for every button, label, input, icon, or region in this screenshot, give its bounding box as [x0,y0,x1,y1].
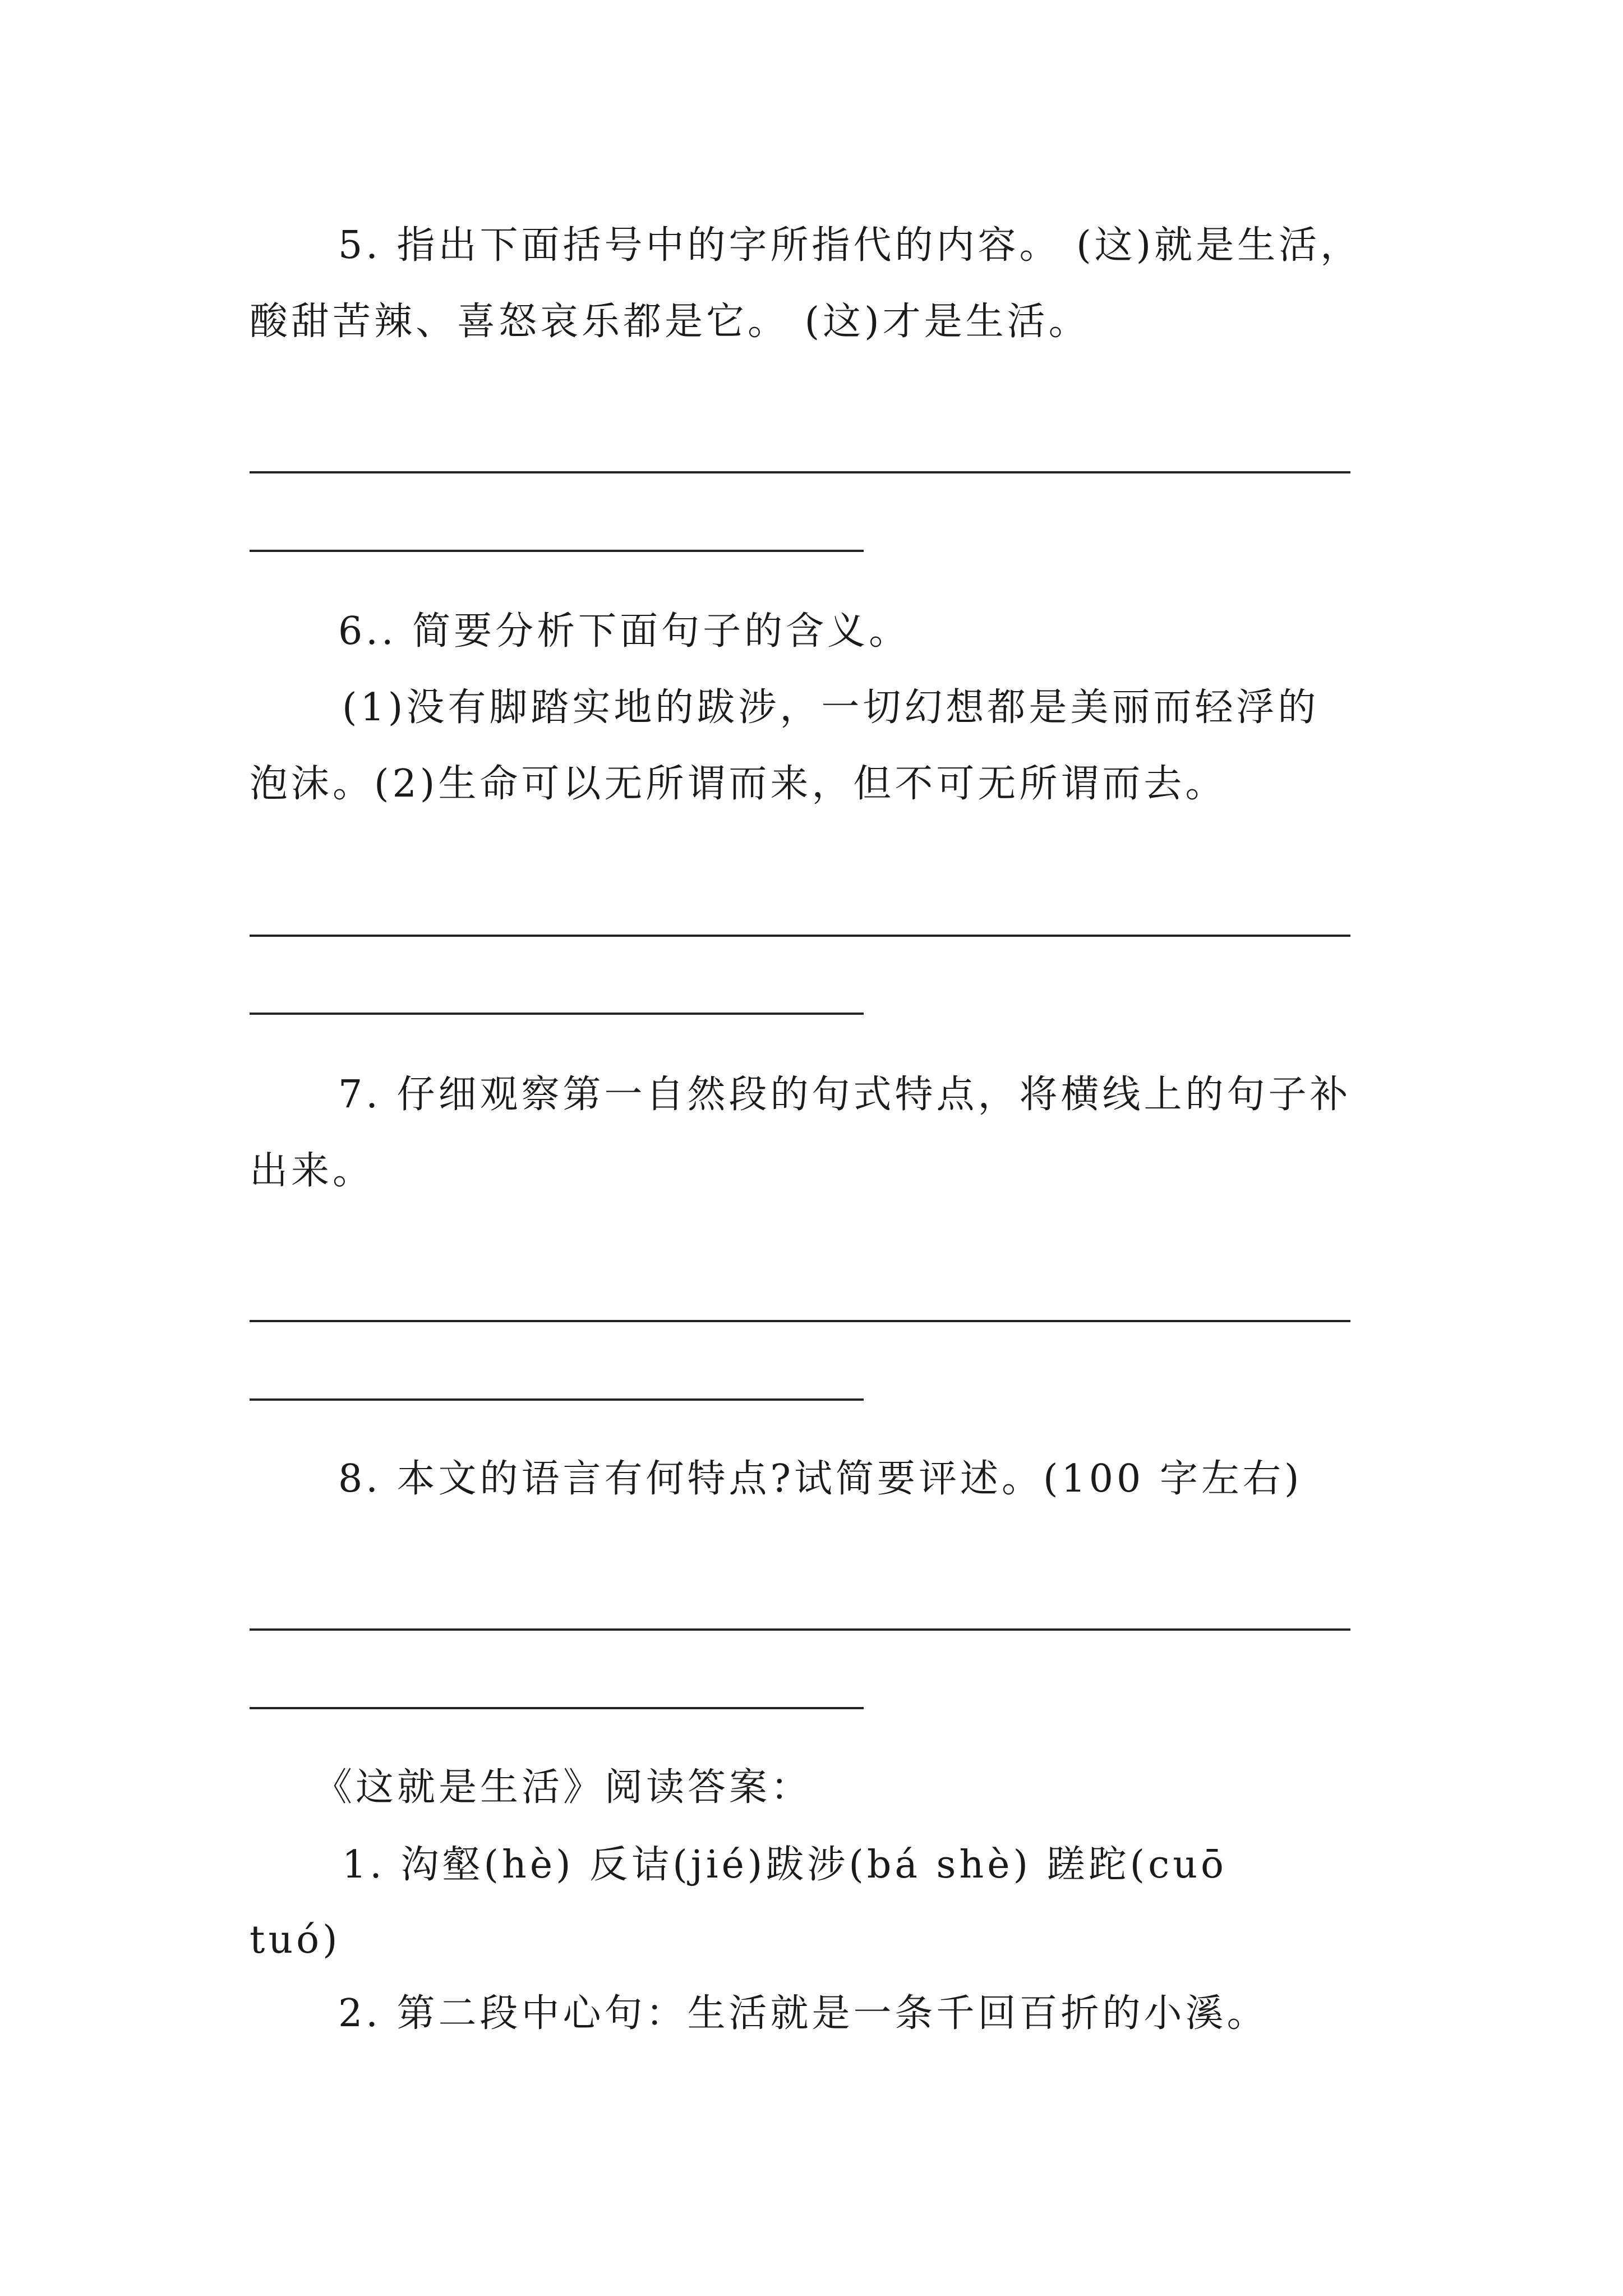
answer-blank-line [250,1628,1350,1631]
question-7-line-1: 7. 仔细观察第一自然段的句式特点，将横线上的句子补 [338,1073,1352,1117]
answer-line-2: tuó) [250,1918,341,1962]
question-5-line-1: 5. 指出下面括号中的字所指代的内容。 (这)就是生活， [338,223,1362,268]
question-6-line-3: 泡沫。(2)生命可以无所谓而来，但不可无所谓而去。 [250,762,1227,806]
answer-line-1: 1. 沟壑(hè) 反诘(jié)跋涉(bá shè) 蹉跎(cuō [342,1843,1227,1887]
answer-blank-line [250,935,1350,937]
question-8-line-1: 8. 本文的语言有何特点?试简要评述。(100 字左右) [338,1457,1303,1501]
answer-blank-line [250,1398,864,1401]
answers-heading: 《这就是生活》阅读答案： [314,1765,813,1810]
question-5-line-2: 酸甜苦辣、喜怒哀乐都是它。 (这)才是生活。 [250,300,1090,344]
answer-blank-line [250,471,1350,473]
answer-blank-line [250,1707,864,1709]
answer-blank-line [250,1013,864,1015]
answer-blank-line [250,550,864,552]
answer-blank-line [250,1320,1350,1322]
question-7-line-2: 出来。 [250,1149,375,1193]
question-6-line-2: (1)没有脚踏实地的跋涉，一切幻想都是美丽而轻浮的 [342,685,1320,730]
question-6-line-1: 6.. 简要分析下面句子的含义。 [338,609,911,654]
answer-line-3: 2. 第二段中心句：生活就是一条千回百折的小溪。 [338,1991,1269,2036]
